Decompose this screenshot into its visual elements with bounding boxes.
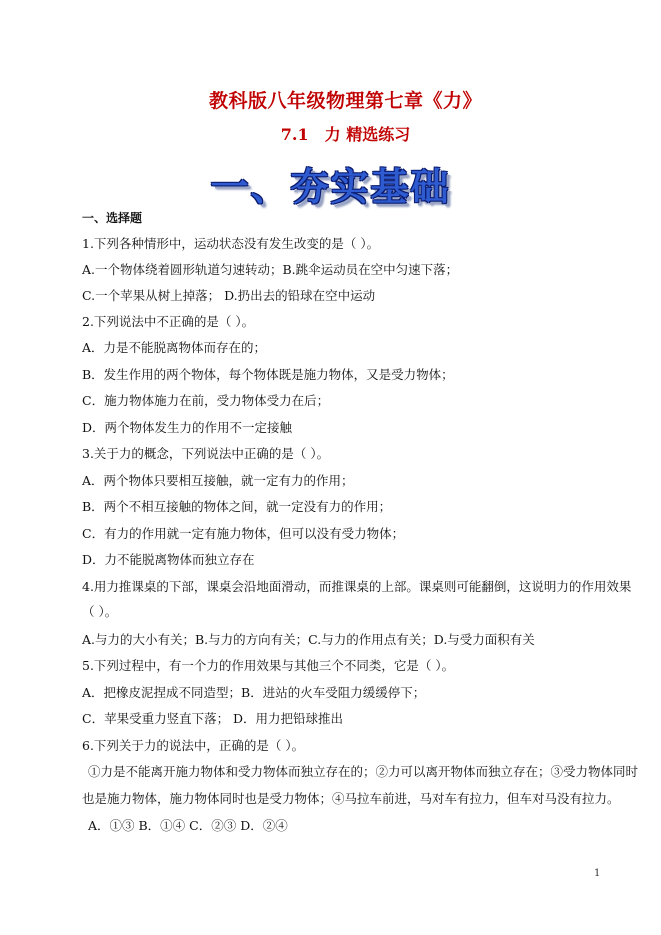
question-3: 3.关于力的概念，下列说法中正确的是（ ）。 [82, 446, 330, 461]
question-2-option-d: D．两个物体发生力的作用不一定接触 [82, 420, 293, 435]
question-1-options-cd: C.一个苹果从树上掉落； D.扔出去的铅球在空中运动 [82, 288, 376, 303]
question-3-option-b: B．两个不相互接触的物体之间，就一定没有力的作用； [82, 499, 392, 514]
question-2-option-b: B．发生作用的两个物体，每个物体既是施力物体，又是受力物体； [82, 367, 454, 382]
question-4-options: A.与力的大小有关；B.与力的方向有关；C.与力的作用点有关；D.与受力面积有关 [82, 632, 535, 647]
question-5-options-cd: C．苹果受重力竖直下落； D．用力把铅球推出 [82, 711, 344, 726]
document-subtitle: 7.1 力 精选练习 [280, 125, 411, 144]
question-3-option-c: C．有力的作用就一定有施力物体，但可以没有受力物体； [82, 526, 405, 541]
question-2: 2.下列说法中不正确的是（ ）。 [82, 314, 255, 329]
question-3-option-a: A．两个物体只要相互接触，就一定有力的作用； [82, 473, 354, 488]
question-5-options-ab: A．把橡皮泥捏成不同造型；B．进站的火车受阻力缓缓停下； [82, 685, 426, 700]
question-1-options-ab: A.一个物体绕着圆形轨道匀速转动；B.跳伞运动员在空中匀速下落； [82, 262, 459, 277]
question-4: 4.用力推课桌的下部，课桌会沿地面滑动，而推课桌的上部。课桌则可能翻倒，这说明力的作用效果 [82, 579, 632, 594]
question-6-options: A．①③ B．①④ C．②③ D．②④ [88, 818, 288, 833]
question-1: 1.下列各种情形中，运动状态没有发生改变的是（ ）。 [82, 236, 380, 251]
question-5: 5.下列过程中，有一个力的作用效果与其他三个不同类，它是（ ）。 [82, 658, 455, 673]
question-2-option-c: C．施力物体施力在前，受力物体受力在后； [82, 393, 330, 408]
document-title: 教科版八年级物理第七章《力》 [208, 90, 482, 112]
page-number: 1 [594, 868, 601, 879]
section-banner: 一、夯实基础 [210, 165, 451, 209]
question-4-continued: （ ）。 [82, 604, 118, 619]
question-2-option-a: A．力是不能脱离物体而存在的； [82, 340, 267, 355]
question-6-statements-continued: 也是施力物体，施力物体同时也是受力物体；④马拉车前进，马对车有拉力，但车对马没有拉力。 [82, 791, 620, 806]
question-6: 6.下列关于力的说法中，正确的是（ ）。 [82, 738, 305, 753]
question-6-statements: ①力是不能离开施力物体和受力物体而独立存在的；②力可以离开物体而独立存在；③受力物体同时 [88, 764, 639, 779]
question-3-option-d: D．力不能脱离物体而独立存在 [82, 552, 255, 567]
section-heading: 一、选择题 [82, 211, 143, 225]
